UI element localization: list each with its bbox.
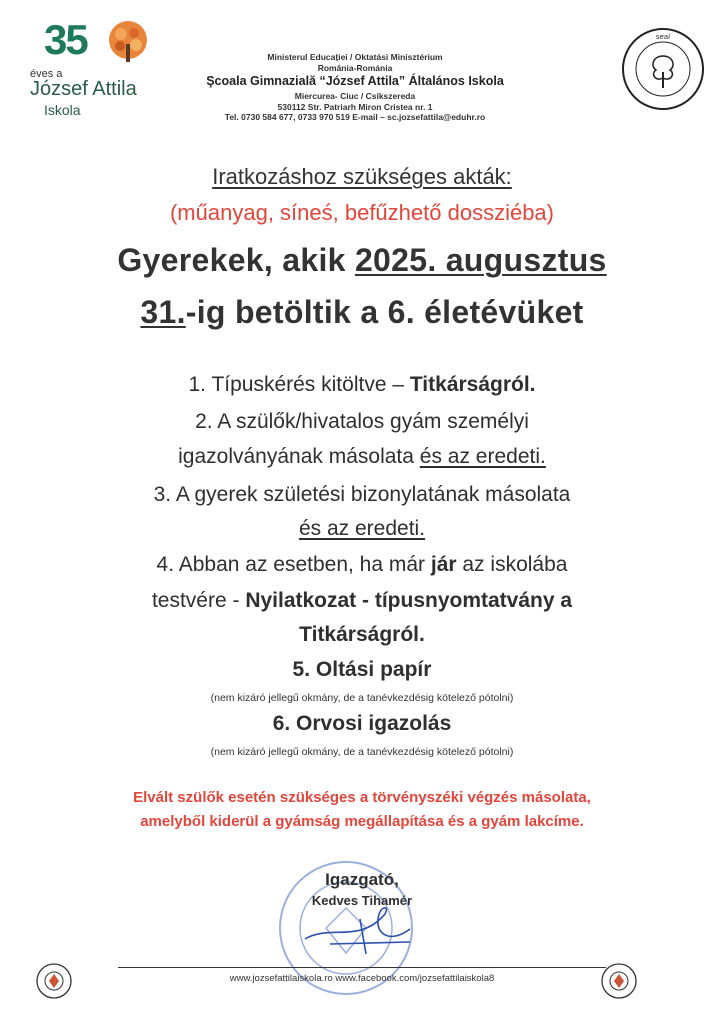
item-4-line-2: testvére - Nyilatkozat - típusnyomtatvány a [151,589,573,612]
school-logo [30,16,180,125]
logo-name: József Attila [30,78,137,100]
divorce-note-line-2: amelyből kiderül a gyámság megállapítása és a gyám lakcíme. [140,813,584,830]
tree-icon [106,20,150,64]
item-4-line-1: 4. Abban az esetben, ha már jár az iskolába [156,553,568,576]
svg-text:seal: seal [655,33,671,41]
logo-eves: éves a [30,68,63,80]
item-1: 1. Típuskérés kitöltve – Titkárságról. [188,373,536,396]
title-line-1: Iratkozáshoz szükséges akták: [212,164,512,189]
item-6-note: (nem kizáró jellegű okmány, de a tanévkezdésig kötelező pótolni) [210,746,514,758]
logo-iskola: Iskola [44,102,81,118]
divorce-note-line-1: Elvált szülők esetén szükséges a törvényszéki végzés másolata, [133,789,591,806]
signature-role: Igazgató, [325,870,399,889]
badge-icon-right [600,962,638,1000]
letterhead [190,52,520,123]
contact-line: Tel. 0730 584 677, 0733 970 519 E-mail – sc.jozsefattila@eduhr.ro [224,112,486,123]
signature-name: Kedves Tihamér [311,893,413,908]
item-5: 5. Oltási papír [292,658,432,681]
item-2-line-1: 2. A szülők/hivatalos gyám személyi [195,410,529,433]
title-line-3: Gyerekek, akik 2025. augusztus [117,242,607,278]
country-line: România-Románia [317,62,393,73]
signature-icon [300,884,420,964]
school-name: Şcoala Gimnazială “József Attila” Általános Iskola [206,74,504,89]
item-3-line-1: 3. A gyerek születési bizonylatának másolata [153,483,571,506]
school-seal-icon [620,26,706,112]
footer-divider [118,967,606,968]
address-line: 530112 Str. Patriarh Miron Cristea nr. 1 [277,101,433,112]
item-2-line-2: igazolványának másolata és az eredeti. [178,445,546,468]
item-3-line-2: és az eredeti. [298,517,426,540]
item-4-line-3: Titkárságról. [299,623,425,646]
item-5-note: (nem kizáró jellegű okmány, de a tanévkezdésig kötelező pótolni) [210,692,514,704]
title-line-2: (műanyag, síneś, befűzhető dossziéba) [169,200,554,225]
footer-links: www.jozsefattilaiskola.ro www.facebook.com/jozsefattilaiskola8 [229,973,495,984]
city-line: Miercurea- Ciuc / Csíkszereda [294,90,416,101]
badge-icon-left [35,962,73,1000]
ministry-line: Ministerul Educației / Oktatási Minisztérium [267,52,443,62]
logo-number: 35 [44,16,87,63]
item-6: 6. Orvosi igazolás [272,712,452,735]
title-line-4: 31.-ig betöltik a 6. életévüket [140,294,584,330]
